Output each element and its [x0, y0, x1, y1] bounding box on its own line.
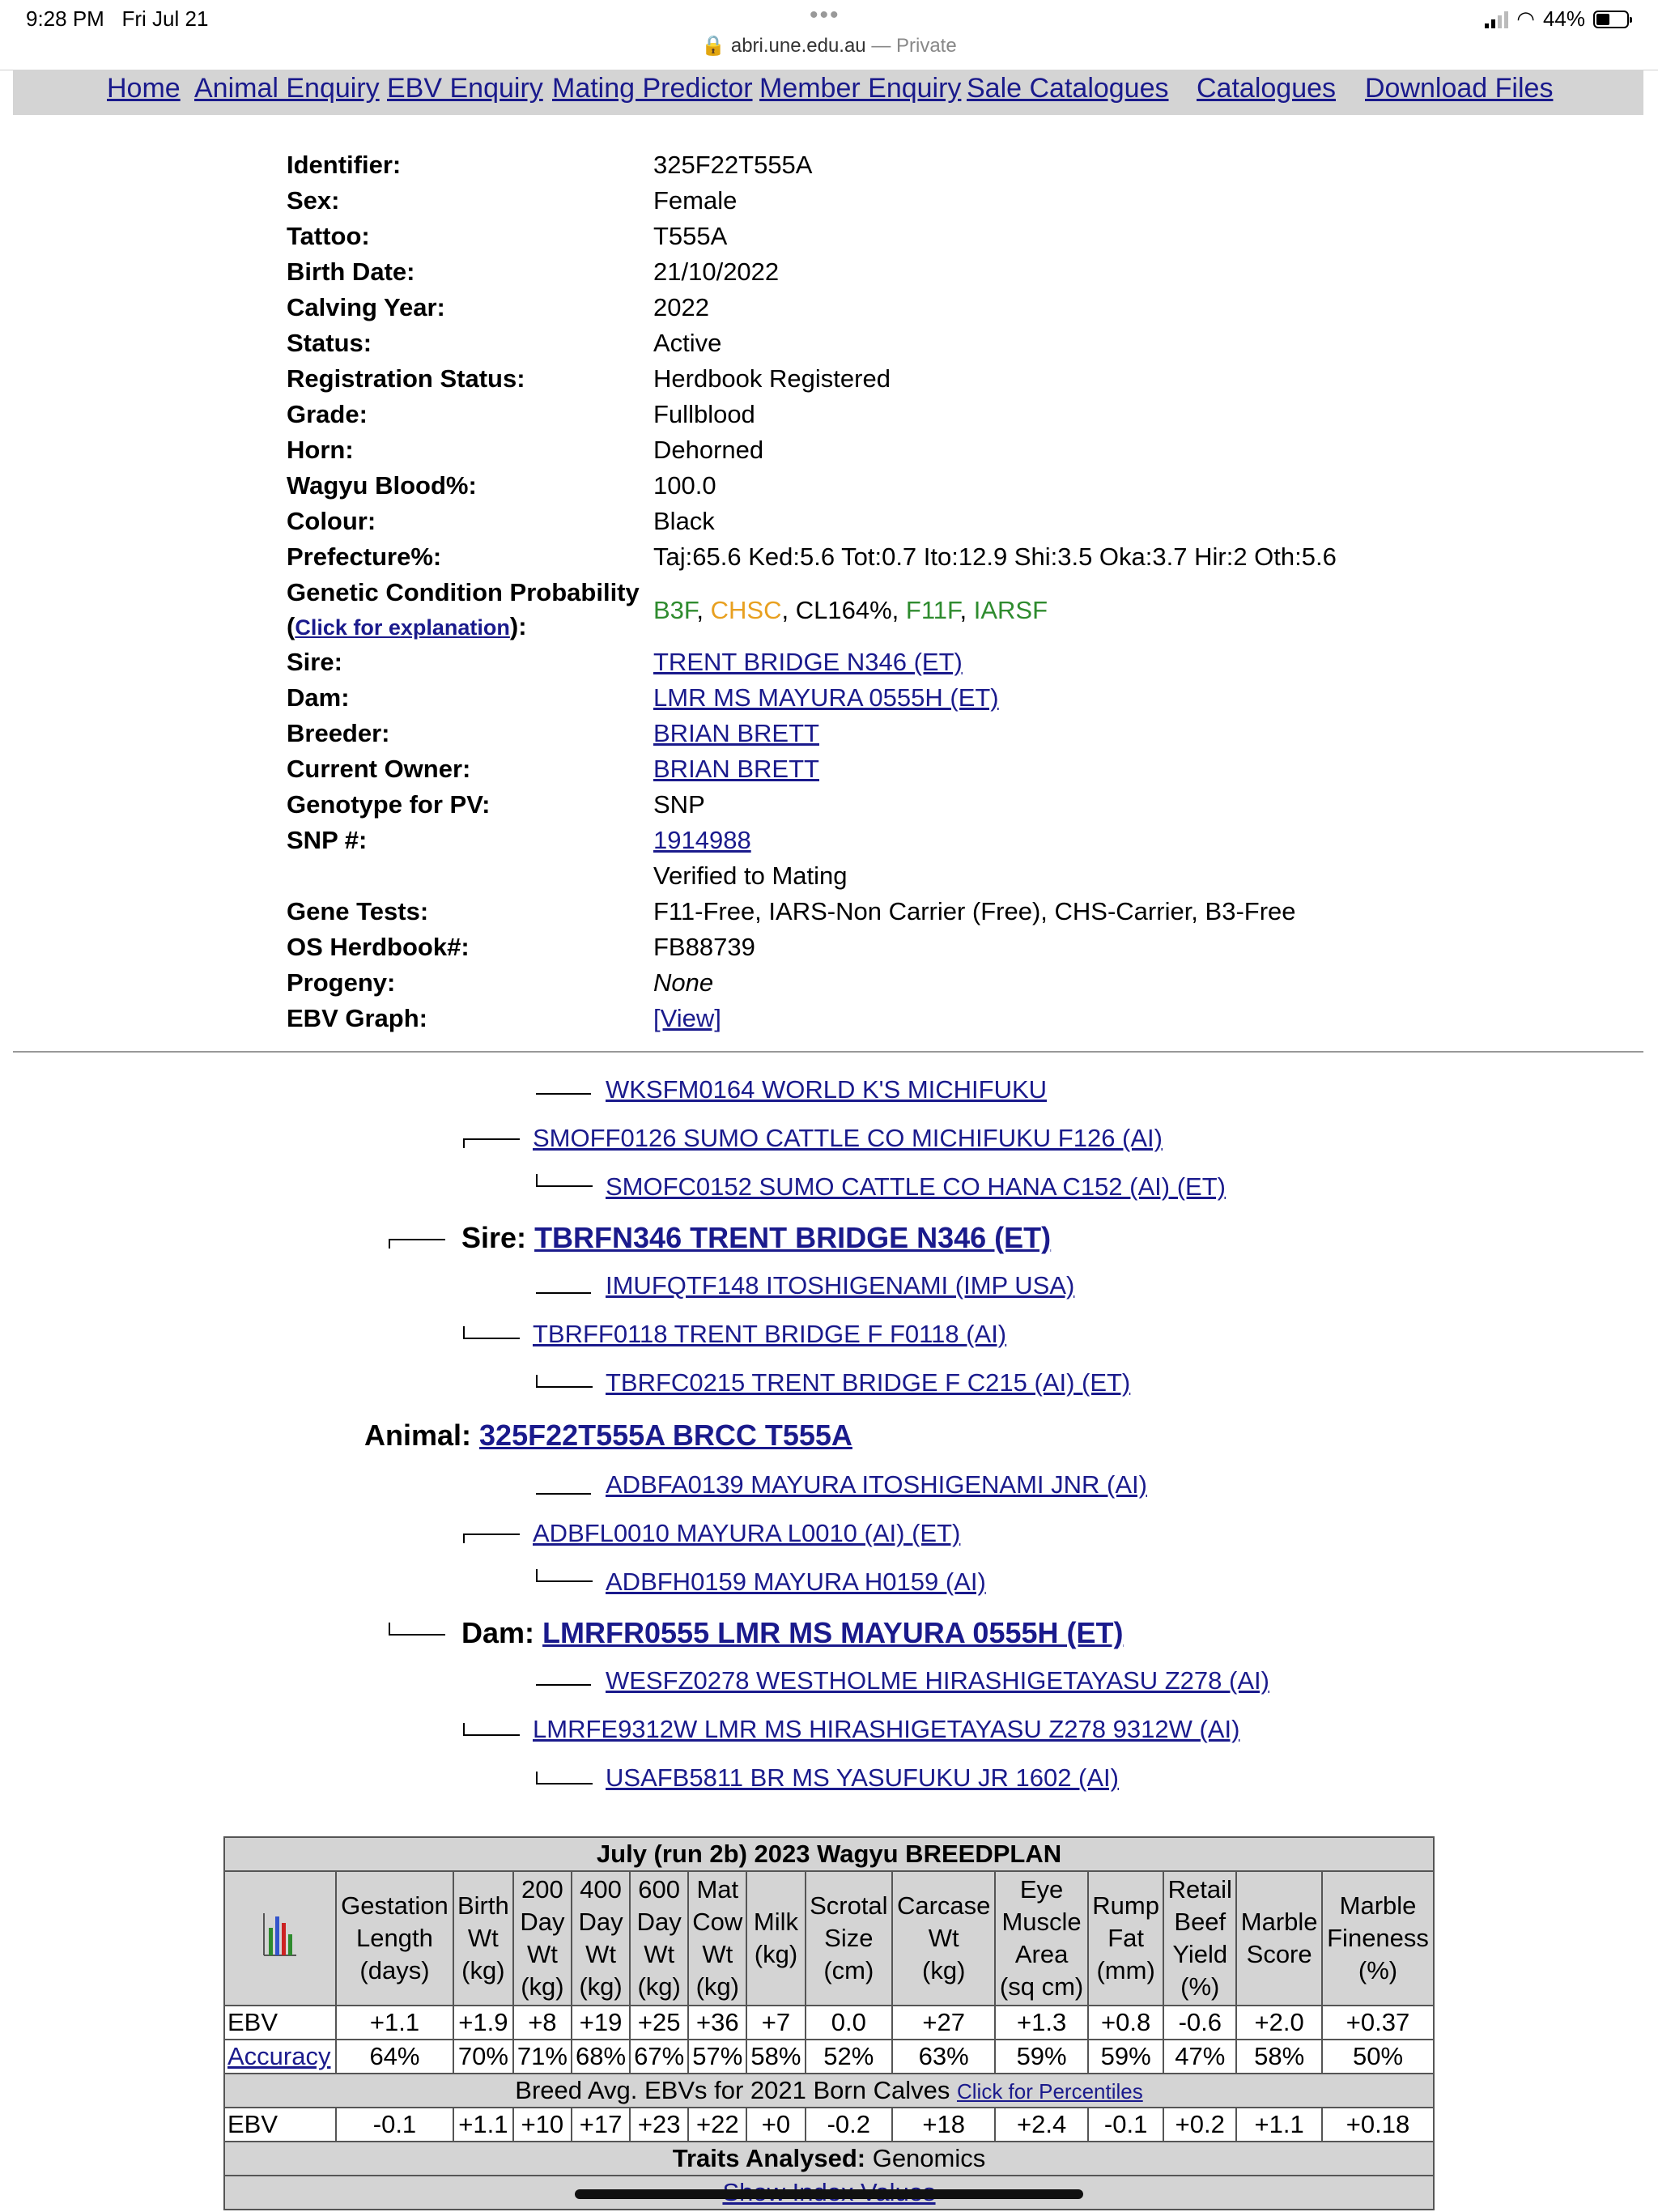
detail-sex-value: Female [653, 186, 738, 215]
ebv-row [224, 2006, 1434, 2040]
detail-prefecture: Prefecture%: [287, 542, 442, 571]
pedigree-dam-row: Dam: LMRFR0555 LMR MS MAYURA 0555H (ET) [461, 1616, 1124, 1649]
connector [463, 1723, 520, 1736]
breed-avg-value: +23 [630, 2108, 688, 2142]
pedigree-dsd[interactable]: ADBFH0159 MAYURA H0159 (AI) [606, 1568, 986, 1596]
ebv-col-header: Milk (kg) [746, 1871, 805, 2006]
breed-avg-value: +0.2 [1163, 2108, 1236, 2142]
accuracy-link[interactable]: Accuracy [227, 2042, 331, 2070]
breed-avg-row-label: EBV [224, 2108, 336, 2142]
ebv-value: +36 [688, 2006, 746, 2040]
gc-iarsf: IARSF [973, 596, 1048, 624]
pedigree-sss[interactable]: WKSFM0164 WORLD K'S MICHIFUKU [606, 1075, 1048, 1104]
ebv-value: +1.9 [453, 2006, 513, 2040]
ebv-value: -0.6 [1163, 2006, 1236, 2040]
ebv-value: 0.0 [806, 2006, 893, 2040]
ebv-value: +25 [630, 2006, 688, 2040]
pedigree-ddd[interactable]: USAFB5811 BR MS YASUFUKU JR 1602 (AI) [606, 1763, 1119, 1792]
detail-gene-tests: Gene Tests: [287, 897, 429, 925]
accuracy-value: 58% [746, 2040, 805, 2074]
nav-catalogues[interactable]: Catalogues [1197, 73, 1337, 104]
nav-home[interactable]: Home [107, 73, 181, 104]
status-time: 9:28 PM Fri Jul 21 [26, 6, 209, 31]
ebv-value: +7 [746, 2006, 805, 2040]
ebv-value: +27 [892, 2006, 995, 2040]
percentiles-link[interactable]: Click for Percentiles [956, 2079, 1143, 2104]
ebv-value: +2.0 [1236, 2006, 1322, 2040]
ebv-row-label: EBV [224, 2006, 336, 2040]
bar-chart-icon [262, 1912, 298, 1957]
accuracy-value: 47% [1163, 2040, 1236, 2074]
pedigree-sire-link[interactable]: TBRFN346 TRENT BRIDGE N346 (ET) [534, 1221, 1052, 1254]
verified-to-mating: Verified to Mating [653, 861, 848, 890]
pedigree-sd[interactable]: TBRFF0118 TRENT BRIDGE F F0118 (AI) [533, 1320, 1007, 1348]
detail-registration-status: Registration Status: [287, 364, 525, 393]
detail-genotype-value: SNP [653, 790, 705, 819]
accuracy-value: 50% [1322, 2040, 1434, 2074]
connector [463, 1534, 520, 1543]
traits-analysed: Traits Analysed: Genomics [224, 2142, 1434, 2176]
detail-progeny: Progeny: [287, 968, 396, 997]
accuracy-value: 71% [513, 2040, 572, 2074]
breed-avg-value: +1.1 [1236, 2108, 1322, 2142]
accuracy-value: 63% [892, 2040, 995, 2074]
accuracy-row [224, 2040, 1434, 2074]
connector [536, 1569, 593, 1582]
breed-avg-text: Breed Avg. EBVs for 2021 Born Calves Click for Percentiles [224, 2074, 1434, 2108]
wifi-icon: ◠ [1516, 6, 1535, 31]
sire-link[interactable]: TRENT BRIDGE N346 (ET) [653, 648, 963, 676]
genetic-condition-values: B3F, CHSC, CL164%, F11F, IARSF [653, 596, 1048, 624]
ebv-col-header: Retail Beef Yield (%) [1163, 1871, 1236, 2006]
ebv-title-row [224, 1837, 1434, 1871]
pedigree-dds[interactable]: WESFZ0278 WESTHOLME HIRASHIGETAYASU Z278 (AI) [606, 1666, 1269, 1695]
ebv-table-title: July (run 2b) 2023 Wagyu BREEDPLAN [224, 1837, 1434, 1871]
detail-prefecture-value: Taj:65.6 Ked:5.6 Tot:0.7 Ito:12.9 Shi:3.5 Oka:3.7 Hir:2 Oth:5.6 [653, 542, 1337, 571]
connector [536, 1673, 591, 1686]
detail-colour-value: Black [653, 507, 715, 535]
breed-avg-value: -0.2 [806, 2108, 893, 2142]
detail-status-value: Active [653, 329, 722, 357]
owner-link[interactable]: BRIAN BRETT [653, 755, 819, 783]
gc-chsc: CHSC [710, 596, 782, 624]
detail-dam: Dam: [287, 683, 350, 712]
breeder-link[interactable]: BRIAN BRETT [653, 719, 819, 747]
detail-horn-value: Dehorned [653, 436, 764, 464]
ebv-col-header: Marble Score [1236, 1871, 1322, 2006]
ebv-value: +1.1 [336, 2006, 453, 2040]
detail-ebv-graph: EBV Graph: [287, 1004, 427, 1032]
nav-mating-predictor[interactable]: Mating Predictor [552, 73, 753, 104]
ebv-col-header: 600 Day Wt (kg) [630, 1871, 688, 2006]
breed-avg-value: +17 [572, 2108, 630, 2142]
ebv-header-row [224, 1871, 1434, 2006]
connector [536, 1082, 591, 1095]
detail-colour: Colour: [287, 507, 376, 535]
battery-percent: 44% [1542, 6, 1585, 31]
battery-icon [1593, 11, 1629, 28]
connector [463, 1138, 520, 1148]
detail-sex: Sex: [287, 186, 340, 215]
pedigree-ds[interactable]: ADBFL0010 MAYURA L0010 (AI) (ET) [533, 1519, 961, 1547]
ebv-value: +8 [513, 2006, 572, 2040]
detail-wagyu-blood: Wagyu Blood%: [287, 471, 477, 500]
detail-identifier-value: 325F22T555A [653, 151, 813, 179]
divider [13, 1051, 1643, 1053]
detail-horn: Horn: [287, 436, 354, 464]
detail-calving-year: Calving Year: [287, 293, 445, 321]
dam-link[interactable]: LMR MS MAYURA 0555H (ET) [653, 683, 999, 712]
ebv-table [223, 1836, 1435, 2210]
breed-avg-value: -0.1 [1088, 2108, 1163, 2142]
breed-avg-value: +10 [513, 2108, 572, 2142]
detail-calving-year-value: 2022 [653, 293, 709, 321]
nav-sale-catalogues[interactable]: Sale Catalogues [967, 73, 1169, 104]
address-bar[interactable]: 🔒 abri.une.edu.au — Private [701, 35, 957, 57]
detail-sire: Sire: [287, 648, 342, 676]
ebv-value: +19 [572, 2006, 630, 2040]
status-indicators [1485, 6, 1629, 32]
nav-ebv-enquiry[interactable]: EBV Enquiry [387, 73, 543, 104]
detail-os-herdbook: OS Herdbook#: [287, 933, 470, 961]
gc-f11f: F11F [905, 596, 960, 624]
accuracy-value: 67% [630, 2040, 688, 2074]
detail-genetic-condition: Genetic Condition Probability [287, 578, 640, 606]
accuracy-value: 59% [995, 2040, 1088, 2074]
breed-avg-value: +18 [892, 2108, 995, 2142]
ebv-col-header: Carcase Wt (kg) [892, 1871, 995, 2006]
detail-identifier: Identifier: [287, 151, 402, 179]
nav-animal-enquiry[interactable]: Animal Enquiry [194, 73, 380, 104]
ebv-col-header: Marble Fineness (%) [1322, 1871, 1434, 2006]
signal-icon [1485, 11, 1508, 28]
accuracy-value: 70% [453, 2040, 513, 2074]
status-bar [0, 0, 1658, 70]
connector [536, 1772, 593, 1784]
detail-birth-date: Birth Date: [287, 257, 415, 286]
more-dots-icon[interactable]: ••• [810, 2, 840, 28]
connector [536, 1281, 591, 1294]
connector [389, 1239, 445, 1249]
ebv-graph-icon[interactable] [224, 1871, 336, 2006]
pedigree-ss[interactable]: SMOFF0126 SUMO CATTLE CO MICHIFUKU F126 (AI) [533, 1124, 1163, 1152]
nav-bar [13, 70, 1643, 115]
accuracy-value: 68% [572, 2040, 630, 2074]
gc-b3f: B3F [653, 596, 697, 624]
pedigree-animal-link[interactable]: 325F22T555A BRCC T555A [479, 1419, 852, 1452]
breed-avg-ebv-row [224, 2108, 1434, 2142]
breed-avg-value: +2.4 [995, 2108, 1088, 2142]
explanation-link[interactable]: Click for explanation [295, 615, 510, 640]
accuracy-value: 64% [336, 2040, 453, 2074]
breed-avg-row [224, 2074, 1434, 2108]
detail-grade: Grade: [287, 400, 368, 428]
ebv-col-header: Mat Cow Wt (kg) [688, 1871, 746, 2006]
lock-icon: 🔒 [701, 35, 726, 57]
nav-member-enquiry[interactable]: Member Enquiry [759, 73, 962, 104]
detail-status: Status: [287, 329, 372, 357]
ebv-col-header: 200 Day Wt (kg) [513, 1871, 572, 2006]
nav-download-files[interactable]: Download Files [1365, 73, 1554, 104]
pedigree-animal-row: Animal: 325F22T555A BRCC T555A [364, 1419, 852, 1452]
ebv-col-header: Scrotal Size (cm) [806, 1871, 893, 2006]
detail-current-owner: Current Owner: [287, 755, 471, 783]
detail-os-herdbook-value: FB88739 [653, 933, 755, 961]
detail-registration-status-value: Herdbook Registered [653, 364, 891, 393]
detail-progeny-value: None [653, 968, 714, 997]
accuracy-value: 52% [806, 2040, 893, 2074]
connector [463, 1326, 520, 1339]
detail-genotype: Genotype for PV: [287, 790, 491, 819]
pedigree-sdd[interactable]: TBRFC0215 TRENT BRIDGE F C215 (AI) (ET) [606, 1368, 1131, 1397]
ebv-col-header: Gestation Length (days) [336, 1871, 453, 2006]
detail-genetic-condition-line2: (Click for explanation): [287, 612, 527, 640]
ebv-graph-view-link[interactable]: [View] [653, 1004, 721, 1032]
detail-wagyu-blood-value: 100.0 [653, 471, 716, 500]
breed-avg-value: +22 [688, 2108, 746, 2142]
traits-row [224, 2142, 1434, 2176]
accuracy-value: 59% [1088, 2040, 1163, 2074]
breed-avg-value: +1.1 [453, 2108, 513, 2142]
detail-tattoo-value: T555A [653, 222, 728, 250]
breed-avg-value: +0.18 [1322, 2108, 1434, 2142]
ebv-value: +0.37 [1322, 2006, 1434, 2040]
pedigree-dam-link[interactable]: LMRFR0555 LMR MS MAYURA 0555H (ET) [542, 1616, 1124, 1649]
breed-avg-value: -0.1 [336, 2108, 453, 2142]
detail-breeder: Breeder: [287, 719, 390, 747]
snp-link[interactable]: 1914988 [653, 826, 751, 854]
pedigree-sds[interactable]: IMUFQTF148 ITOSHIGENAMI (IMP USA) [606, 1271, 1075, 1300]
detail-grade-value: Fullblood [653, 400, 755, 428]
connector [389, 1623, 445, 1636]
ebv-value: +0.8 [1088, 2006, 1163, 2040]
pedigree-dss[interactable]: ADBFA0139 MAYURA ITOSHIGENAMI JNR (AI) [606, 1470, 1147, 1499]
breed-avg-value: +0 [746, 2108, 805, 2142]
connector [536, 1174, 593, 1187]
detail-tattoo: Tattoo: [287, 222, 370, 250]
accuracy-value: 58% [1236, 2040, 1322, 2074]
pedigree-sire-row: Sire: TBRFN346 TRENT BRIDGE N346 (ET) [461, 1221, 1052, 1254]
connector [536, 1375, 593, 1388]
pedigree-ssd[interactable]: SMOFC0152 SUMO CATTLE CO HANA C152 (AI) (ET) [606, 1172, 1226, 1201]
connector [536, 1482, 591, 1495]
detail-gene-tests-value: F11-Free, IARS-Non Carrier (Free), CHS-Carrier, B3-Free [653, 897, 1296, 925]
home-indicator[interactable] [575, 2189, 1083, 2199]
ebv-col-header: Eye Muscle Area (sq cm) [995, 1871, 1088, 2006]
ebv-col-header: Rump Fat (mm) [1088, 1871, 1163, 2006]
ebv-value: +1.3 [995, 2006, 1088, 2040]
ebv-col-header: 400 Day Wt (kg) [572, 1871, 630, 2006]
gc-cl: CL164% [795, 596, 892, 624]
detail-birth-date-value: 21/10/2022 [653, 257, 780, 286]
detail-snp: SNP #: [287, 826, 368, 854]
accuracy-value: 57% [688, 2040, 746, 2074]
pedigree-dd[interactable]: LMRFE9312W LMR MS HIRASHIGETAYASU Z278 9312W (AI) [533, 1715, 1240, 1743]
ebv-col-header: Birth Wt (kg) [453, 1871, 513, 2006]
